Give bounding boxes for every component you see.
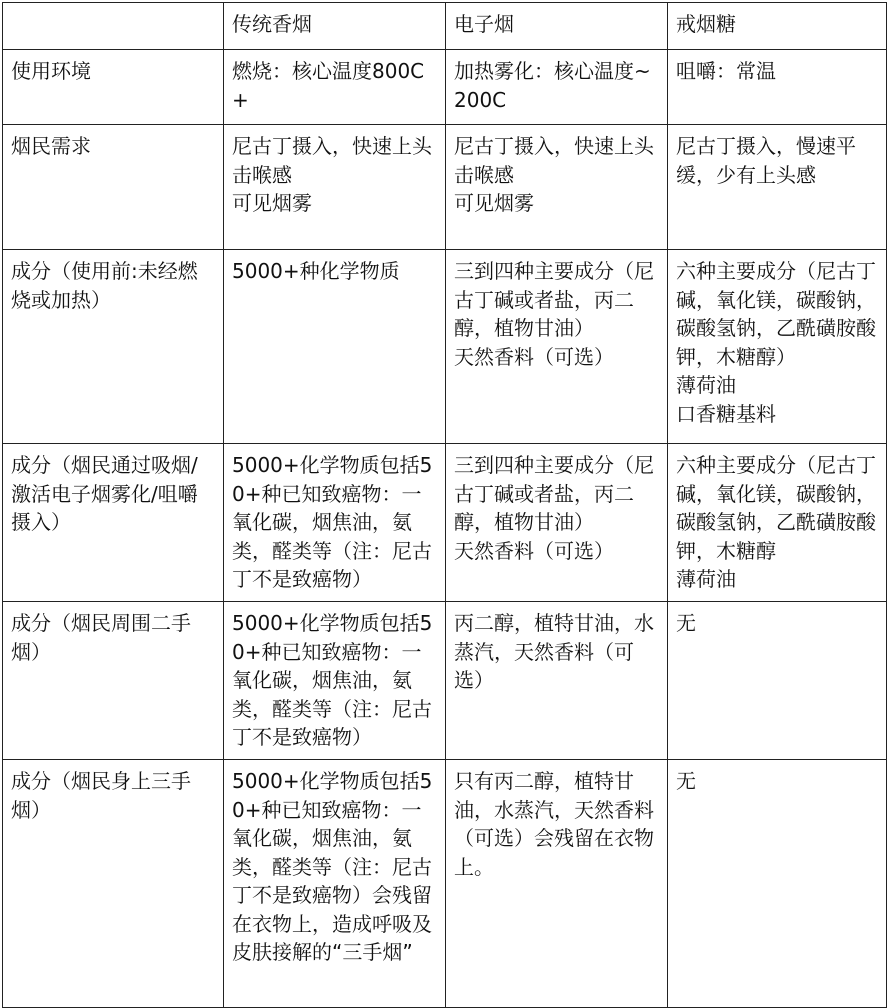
table-row <box>3 760 887 1008</box>
header-corner-cell <box>3 3 224 50</box>
table-cell <box>224 602 446 760</box>
table-row <box>3 125 887 250</box>
row-label <box>3 50 224 125</box>
cell-line: 5000+化学物质包括50+种已知致癌物：一氧化碳，烟焦油，氨类，醛类等（注：尼古丁不是致癌物） <box>232 453 433 591</box>
table-cell <box>668 125 887 250</box>
row-label <box>3 250 224 444</box>
cell-line: 丙二醇，植特甘油，水蒸汽，天然香料（可选） <box>454 611 654 692</box>
cell-line: 三到四种主要成分（尼古丁碱或者盐，丙二醇，植物甘油） <box>454 259 654 340</box>
table-cell <box>446 125 668 250</box>
cell-line: 薄荷油 <box>676 567 736 591</box>
cell-line: 成分（烟民通过吸烟/激活电子烟雾化/咀嚼摄入） <box>11 453 198 534</box>
table-cell <box>668 602 887 760</box>
header-row <box>3 3 887 50</box>
cell-line: 尼古丁摄入，慢速平缓，少有上头感 <box>676 134 856 187</box>
table-cell <box>668 444 887 602</box>
table-row <box>3 444 887 602</box>
table-cell <box>446 760 668 1008</box>
cell-line: 击喉感 <box>232 162 292 187</box>
cell-line: 5000+化学物质包括50+种已知致癌物：一氧化碳，烟焦油，氨类，醛类等（注：尼古丁不是致癌物） <box>232 611 433 749</box>
cell-line: 使用环境 <box>11 59 91 83</box>
cell-line: 六种主要成分（尼古丁碱，氧化镁，碳酸钠，碳酸氢钠，乙酰磺胺酸钾，木糖醇 <box>676 453 876 563</box>
cell-line: 咀嚼：常温 <box>676 59 776 83</box>
table-row <box>3 250 887 444</box>
table-cell <box>446 444 668 602</box>
table-cell <box>224 50 446 125</box>
header-quit-smoking-gum: 戒烟糖 <box>668 3 887 50</box>
row-label <box>3 760 224 1008</box>
cell-line: 燃烧：核心温度800C+ <box>232 59 425 112</box>
table-cell <box>668 50 887 125</box>
table-cell <box>224 125 446 250</box>
cell-line: 击喉感 <box>454 162 514 187</box>
cell-line: 尼古丁摄入，快速上头 <box>232 134 432 158</box>
cell-line: 成分（使用前:未经燃烧或加热） <box>11 259 198 312</box>
cell-line: 5000+化学物质包括50+种已知致癌物：一氧化碳，烟焦油，氨类，醛类等（注：尼古丁不是致癌物）会残留在衣物上，造成呼吸及皮肤接解的“三手烟” <box>232 769 433 964</box>
cell-line: 只有丙二醇，植特甘油，水蒸汽，天然香料（可选）会残留在衣物上。 <box>454 769 654 879</box>
table-cell <box>446 602 668 760</box>
cell-line: 5000+种化学物质 <box>232 259 400 283</box>
table-cell <box>446 50 668 125</box>
comparison-table <box>2 2 887 1008</box>
header-traditional-cigarette: 传统香烟 <box>224 3 446 50</box>
row-label <box>3 444 224 602</box>
table-cell <box>668 250 887 444</box>
cell-line: 六种主要成分（尼古丁碱，氧化镁，碳酸钠，碳酸氢钠，乙酰磺胺酸钾，木糖醇） <box>676 259 876 369</box>
cell-line: 天然香料（可选） <box>454 344 614 369</box>
cell-line: 无 <box>676 611 696 635</box>
table-cell <box>668 760 887 1008</box>
header-e-cigarette: 电子烟 <box>446 3 668 50</box>
row-label <box>3 602 224 760</box>
cell-line: 成分（烟民周围二手烟） <box>11 611 191 664</box>
cell-line: 可见烟雾 <box>454 191 534 215</box>
cell-line: 薄荷油 <box>676 373 736 397</box>
table-row <box>3 50 887 125</box>
cell-line: 烟民需求 <box>11 134 91 158</box>
table-row <box>3 602 887 760</box>
row-label <box>3 125 224 250</box>
cell-line: 无 <box>676 769 696 793</box>
table-cell <box>224 760 446 1008</box>
table-cell <box>224 250 446 444</box>
table-cell <box>446 250 668 444</box>
cell-line: 三到四种主要成分（尼古丁碱或者盐，丙二醇，植物甘油） <box>454 453 654 534</box>
cell-line: 口香糖基料 <box>676 401 776 426</box>
cell-line: 尼古丁摄入，快速上头 <box>454 134 654 158</box>
cell-line: 可见烟雾 <box>232 191 312 215</box>
cell-line: 加热雾化：核心温度~200C <box>454 59 651 112</box>
cell-line: 天然香料（可选） <box>454 538 614 563</box>
table-cell <box>224 444 446 602</box>
cell-line: 成分（烟民身上三手烟） <box>11 769 191 822</box>
